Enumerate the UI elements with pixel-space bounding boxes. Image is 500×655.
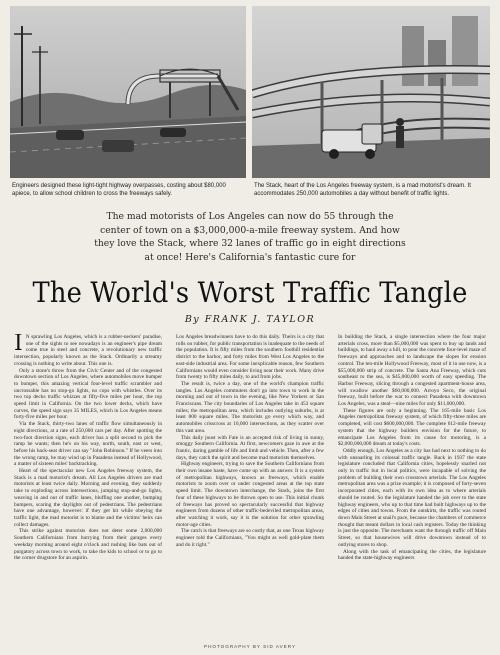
body-paragraph: Via the Stack, thirty-two lanes of traffic flow simultaneously in eight directions, at a rate of 250,000 cars per day. After spotting the two-foot direction signs, each driver has a split second to pick the ramp he wants; then he's on his way, north, south, east or west, before his back-seat driver can say "John Robinson." If he veers into the wrong ramp, he may wind up in Pasadena instead of Hollywood, a matter of sixteen miles' backtracking. (14, 421, 162, 468)
body-paragraph: The result is, twice a day, one of the world's champion traffic tangles. Los Angeles commuters don't go into town to work in the morning and out of town in the evening, like New Yorkers or San Franciscans. The city boundaries of Los Angeles take in 453 square miles; the metropolitan area, which includes outlying suburbs, is at least 800 square miles. The motorists go every which way, and automobiles crisscross at 10,000 intersections, as they scatter over this vast area. (176, 380, 324, 434)
body-paragraph (14, 334, 162, 368)
article-body (14, 334, 486, 642)
body-column-1 (14, 334, 162, 642)
body-paragraph: This strike against motorists does not deter some 2,000,000 Southern Californians from hurrying from their garages every weekday morning around eight o'clock and rushing like bats out of purgatory across town to work, to take the kids to school or to go to the corner drugstore for an aspirin. (14, 528, 162, 562)
body-paragraph-text: N sprawling Los Angeles, which is a rubber-neckers' paradise, one of the sights to see nowadays is an engineer's pipe dream come true in steel and concrete, a revolutionary new traffic intersection, popularly known as the Stack. Ordinarily a streamy crossing is nothing to write about. This one is. (14, 334, 162, 367)
body-column-2 (176, 334, 324, 642)
article-deck: The mad motorists of Los Angeles can now do 55 through the center of town on a $3,000,000-a-mile freeway system. And how they love the Stack, where 32 lanes of traffic go in eight directions at once! Here's California's fantastic cure for (94, 211, 406, 263)
body-paragraph: Oddly enough, Los Angeles as a city has had next to nothing to do with unsnarling its colossal traffic tangle. Back in 1937 the state legislature concluded that California cities, hopelessly snarled not only in traffic but in local politics, were incapable of solving the problem of building their own crosstown arterials. The Los Angeles metropolitan area was a prize example; it is composed of forty-seven incorporated cities, each with its own idea as to where arterials should be routed. So the legislature handed the job over to the state highway engineers, who up to that time had built highways up to the edges of cities and towns. From the outskirts, the traffic was routed down Main Street at snail's pace, because the chambers of commerce thought that meant dollars in local cash registers. Today the thinking is just the opposite. The merchants want the through traffic off Main Street, so that housewives will drive downtown instead of to outlying stores to shop. (338, 447, 486, 548)
body-column-3 (338, 334, 486, 642)
body-paragraph: Along with the task of emancipating the cities, the legislature handed the state-highway engineers (338, 548, 486, 562)
overpass-caption: Engineers designed these light-tight highway overpasses, costing about $80,000 apiece, to allow school children to cross the freeways safely. (12, 183, 226, 197)
body-paragraph: Los Angeles breadwinners have to do this daily. Theirs is a city that rolls on rubber, for public transportation is inadequate to the needs of the population. It is fifty miles from the southern foothill residential district to the harbor, and forty miles from West Los Angeles to the east-side industrial area. For some inexplicable reason, few Southern Californians would even consider living near their work. Many drive from twenty to fifty miles daily, to and from jobs. (176, 334, 324, 381)
body-paragraph: Only a stone's throw from the Civic Center and of the congested downtown section of Los Angeles, where automobiles move bumper to bumper, this amazing vertical four-level traffic scrambler and uncrossable has no stop-go lights, no cops with whistles. Over its two top decks traffic whizzes at fifty-five miles per hour, the top speed limit in California. On the two lower decks, which have curves, the speed sign says 35 MILES, which in Los Angeles means forty-five miles per hour. (14, 367, 162, 421)
body-paragraph: These figures are only a beginning. The 165-mile basic Los Angeles metropolitan freeway system, of which fifty-three miles are completed, will cost $600,000,000. The complete 612-mile freeway system that the highway builders envision for the future, to emancipate Los Angeles from its cause for motoring, is a $2,000,000,000 dream at today's costs. (338, 407, 486, 448)
body-paragraph: The catch is that freeways are so costly that, as one Texas highway engineer told the Californians, "You might as well gold-plate them and do it right." (176, 528, 324, 548)
photo-credit: PHOTOGRAPHY BY SID AVERY (204, 644, 296, 649)
body-paragraph: Highway engineers, trying to save the Southern Californians from their own insane haste, have come up with an answer. It is a system of metropolitan highways, known as freeways, which enable motorists to zoom over or under congested areas at the top state speed limit. The downtown interchange, the Stack, joins the first four of these highways to be thrown open to use. This initial chunk of freeways has proved so spectacularly successful that highway engineers from dozens of other traffic-bedeviled metropolitan areas, after watching it work, say it is the solution for other sprawling motor-age cities. (176, 461, 324, 528)
article-byline: By FRANK J. TAYLOR (184, 314, 316, 325)
body-paragraph: This daily joust with Fate is an accepted risk of living in sunny, smoggy Southern California. At first, newcomers gaze in awe at the frantic, daring gamble of life and limb and vehicle. Then, after a few days, they catch the spirit and become mad motorists themselves. (176, 434, 324, 461)
overpass-photo-graphic (10, 6, 246, 178)
body-paragraph: In building the Stack, a single intersection where the four major arterials cross, more than $5,000,000 was spent to buy up lands and buildings, to haul away a hill, to pour the concrete four-level maze of freeways and approaches and to landscape the slopes for erosion control. The ten-mile Hollywood Freeway, most of it in use now, is a $55,000,000 strip of concrete. The Santa Ana Freeway, which cuts southeast to the sea, is $45,000,000 worth of easy speeding. The Harbor Freeway, slicing through a congested apartment-house area, will swallow another $60,000,000. Arroyo Seco, the original freeway, built before the war to connect Pasadena with downtown Los Angeles, was a steal—nine miles for only $11,000,000. (338, 334, 486, 408)
stack-interchange-photo-graphic (252, 6, 490, 178)
article-headline: The World's Worst Traffic Tangle (32, 276, 468, 309)
body-paragraph: Heart of the spectacular new Los Angeles freeway system, the Stack is a mad motorist's dream. All Los Angeles drivers are mad motorists at least twice daily. Morning and evening, they suddenly take to exploding across intersections, jumping stop-and-go lights, weaving in and out of traffic lanes, bluffing one another, bumping bumpers, scaring the daylights out of pedestrians. The pedestrians have one advantage, however: if they get hit while obeying the traffic light, the mad motorist is to blame and the victims' heirs can collect damages. (14, 468, 162, 528)
stack-caption: The Stack, heart of the Los Angeles freeway system, is a mad motorist's dream. It accommodates 250,000 automobiles a day without benefit of traffic lights. (254, 183, 471, 197)
stack-interchange-photo (252, 6, 490, 178)
overpass-photo (10, 6, 246, 178)
drop-cap: I (14, 334, 23, 356)
